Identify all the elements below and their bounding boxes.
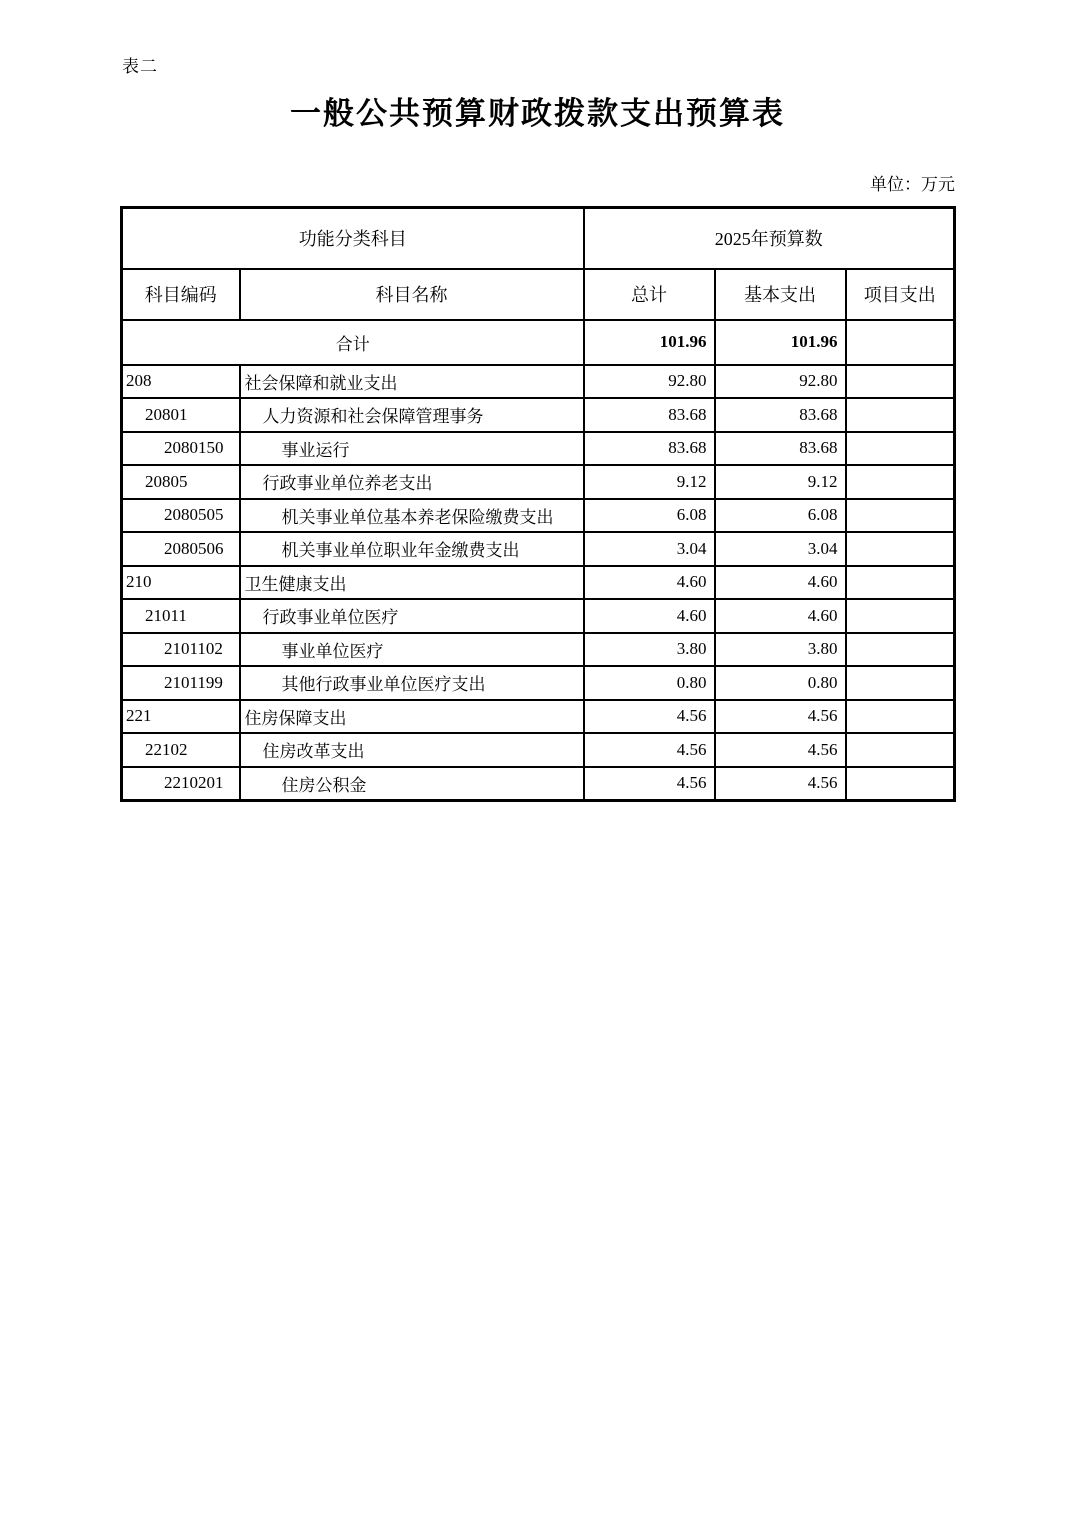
row-basic-value: 3.80 — [715, 633, 846, 667]
row-total-value: 83.68 — [584, 432, 715, 466]
row-total-value: 4.56 — [584, 733, 715, 767]
budget-table — [120, 206, 956, 802]
table-row — [122, 666, 955, 700]
row-project-value — [846, 700, 955, 734]
table-row — [122, 700, 955, 734]
row-basic-value: 4.56 — [715, 733, 846, 767]
page-title: 一般公共预算财政拨款支出预算表 — [290, 96, 785, 131]
table-row — [122, 365, 955, 399]
row-project-value — [846, 633, 955, 667]
row-project-value — [846, 599, 955, 633]
table-group-header-row — [122, 208, 955, 269]
row-subject-code: 20801 — [122, 398, 240, 432]
row-total-value: 9.12 — [584, 465, 715, 499]
row-basic-value: 92.80 — [715, 365, 846, 399]
row-basic-value: 4.60 — [715, 566, 846, 600]
column-header-project-expenditure: 项目支出 — [846, 269, 955, 320]
table-body — [122, 365, 955, 801]
row-project-value — [846, 432, 955, 466]
row-subject-code: 21011 — [122, 599, 240, 633]
row-subject-name: 住房改革支出 — [240, 733, 584, 767]
column-header-total: 总计 — [584, 269, 715, 320]
row-project-value — [846, 398, 955, 432]
grand-total-project-value — [846, 320, 955, 365]
grand-total-basic-value: 101.96 — [715, 320, 846, 365]
group-header-functional-classification: 功能分类科目 — [122, 208, 584, 269]
row-subject-name: 行政事业单位医疗 — [240, 599, 584, 633]
table-row — [122, 532, 955, 566]
row-subject-name: 事业运行 — [240, 432, 584, 466]
row-subject-name: 住房保障支出 — [240, 700, 584, 734]
row-basic-value: 4.56 — [715, 767, 846, 801]
row-subject-code: 221 — [122, 700, 240, 734]
row-project-value — [846, 465, 955, 499]
sheet-label: 表二 — [122, 57, 158, 76]
column-header-subject-code: 科目编码 — [122, 269, 240, 320]
grand-total-row — [122, 320, 955, 365]
row-project-value — [846, 733, 955, 767]
grand-total-label: 合计 — [122, 320, 584, 365]
row-basic-value: 0.80 — [715, 666, 846, 700]
table-row — [122, 733, 955, 767]
row-total-value: 4.60 — [584, 599, 715, 633]
row-basic-value: 9.12 — [715, 465, 846, 499]
row-basic-value: 83.68 — [715, 398, 846, 432]
row-total-value: 92.80 — [584, 365, 715, 399]
row-project-value — [846, 499, 955, 533]
row-subject-code: 2080505 — [122, 499, 240, 533]
row-project-value — [846, 767, 955, 801]
table-row — [122, 633, 955, 667]
row-total-value: 0.80 — [584, 666, 715, 700]
row-subject-code: 2080150 — [122, 432, 240, 466]
row-subject-name: 事业单位医疗 — [240, 633, 584, 667]
row-project-value — [846, 666, 955, 700]
row-project-value — [846, 365, 955, 399]
group-header-2025-budget: 2025年预算数 — [584, 208, 955, 269]
row-subject-code: 20805 — [122, 465, 240, 499]
row-subject-name: 其他行政事业单位医疗支出 — [240, 666, 584, 700]
table-row — [122, 432, 955, 466]
row-total-value: 4.56 — [584, 700, 715, 734]
table-row — [122, 465, 955, 499]
row-subject-code: 2080506 — [122, 532, 240, 566]
table-row — [122, 499, 955, 533]
row-subject-code: 208 — [122, 365, 240, 399]
row-basic-value: 4.56 — [715, 700, 846, 734]
column-header-basic-expenditure: 基本支出 — [715, 269, 846, 320]
row-subject-name: 人力资源和社会保障管理事务 — [240, 398, 584, 432]
row-basic-value: 83.68 — [715, 432, 846, 466]
row-subject-code: 22102 — [122, 733, 240, 767]
row-total-value: 83.68 — [584, 398, 715, 432]
column-header-subject-name: 科目名称 — [240, 269, 584, 320]
row-basic-value: 3.04 — [715, 532, 846, 566]
row-subject-code: 2210201 — [122, 767, 240, 801]
row-subject-code: 2101102 — [122, 633, 240, 667]
table-column-header-row — [122, 269, 955, 320]
row-subject-name: 行政事业单位养老支出 — [240, 465, 584, 499]
row-basic-value: 4.60 — [715, 599, 846, 633]
row-total-value: 3.04 — [584, 532, 715, 566]
row-subject-name: 社会保障和就业支出 — [240, 365, 584, 399]
row-project-value — [846, 532, 955, 566]
row-project-value — [846, 566, 955, 600]
table-row — [122, 599, 955, 633]
row-subject-name: 卫生健康支出 — [240, 566, 584, 600]
row-basic-value: 6.08 — [715, 499, 846, 533]
row-subject-name: 住房公积金 — [240, 767, 584, 801]
row-total-value: 3.80 — [584, 633, 715, 667]
row-subject-name: 机关事业单位职业年金缴费支出 — [240, 532, 584, 566]
grand-total-total-value: 101.96 — [584, 320, 715, 365]
row-subject-code: 2101199 — [122, 666, 240, 700]
unit-note: 单位：万元 — [870, 175, 955, 194]
row-total-value: 6.08 — [584, 499, 715, 533]
table-row — [122, 398, 955, 432]
row-total-value: 4.56 — [584, 767, 715, 801]
row-subject-name: 机关事业单位基本养老保险缴费支出 — [240, 499, 584, 533]
table-row — [122, 566, 955, 600]
row-total-value: 4.60 — [584, 566, 715, 600]
row-subject-code: 210 — [122, 566, 240, 600]
table-row — [122, 767, 955, 801]
